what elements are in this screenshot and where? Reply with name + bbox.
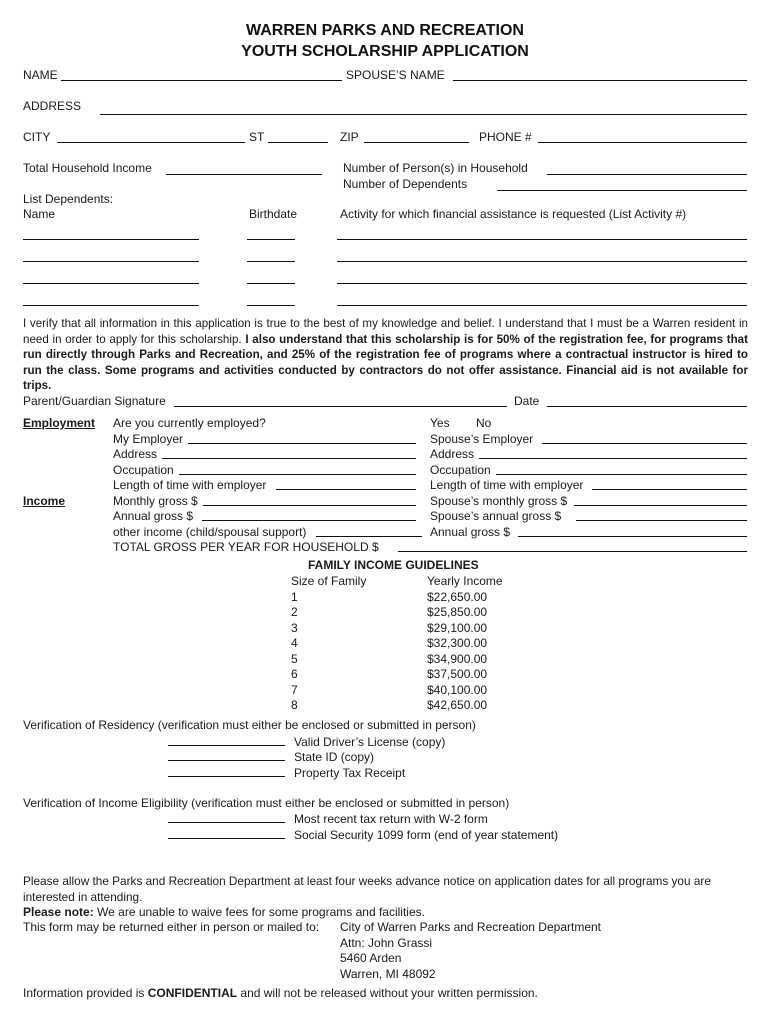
dependent-activity-field[interactable] bbox=[337, 261, 747, 262]
yearly-income: $25,850.00 bbox=[427, 605, 488, 619]
ss-1099-checkline[interactable] bbox=[168, 838, 285, 839]
spouse-monthly-gross-field[interactable] bbox=[574, 505, 747, 506]
mailing-address-line: Attn: John Grassi bbox=[340, 936, 433, 950]
property-tax-label: Property Tax Receipt bbox=[294, 766, 406, 780]
spouse-address-label: Address bbox=[430, 447, 475, 461]
drivers-license-label: Valid Driver’s License (copy) bbox=[294, 735, 446, 749]
dependent-birthdate-field[interactable] bbox=[247, 239, 295, 240]
signature-field[interactable] bbox=[174, 406, 507, 407]
employed-yes-option[interactable]: Yes bbox=[430, 416, 450, 430]
yearly-income: $32,300.00 bbox=[427, 636, 488, 650]
family-size: 1 bbox=[291, 590, 298, 604]
name-label: NAME bbox=[23, 68, 58, 82]
yearly-income-header: Yearly Income bbox=[427, 574, 503, 588]
other-income-field[interactable] bbox=[316, 536, 422, 537]
yearly-income: $22,650.00 bbox=[427, 590, 488, 604]
employed-no-option[interactable]: No bbox=[476, 416, 492, 430]
persons-field[interactable] bbox=[547, 174, 747, 175]
return-instructions: This form may be returned either in person or mailed to: bbox=[23, 920, 320, 934]
income-section-label: Income bbox=[23, 494, 66, 508]
birthdate-header: Birthdate bbox=[249, 207, 298, 221]
confidential-notice bbox=[23, 986, 538, 1000]
please-note-text: We are unable to waive fees for some programs and facilities. bbox=[93, 905, 425, 919]
mailing-address-line: Warren, MI 48092 bbox=[340, 967, 436, 981]
tax-return-checkline[interactable] bbox=[168, 822, 285, 823]
dependent-activity-field[interactable] bbox=[337, 283, 747, 284]
date-field[interactable] bbox=[547, 406, 747, 407]
ss-1099-label: Social Security 1099 form (end of year statement) bbox=[294, 828, 559, 842]
please-note bbox=[23, 905, 425, 919]
annual-gross-label: Annual gross $ bbox=[113, 509, 194, 523]
total-gross-field[interactable] bbox=[398, 551, 747, 552]
confidential-post: and will not be released without your written permission. bbox=[237, 986, 538, 1000]
dependent-birthdate-field[interactable] bbox=[247, 261, 295, 262]
guidelines-title: FAMILY INCOME GUIDELINES bbox=[308, 558, 479, 572]
state-id-label: State ID (copy) bbox=[294, 750, 375, 764]
property-tax-checkline[interactable] bbox=[168, 776, 285, 777]
spouse-occupation-label: Occupation bbox=[430, 463, 491, 477]
spouse-occupation-field[interactable] bbox=[496, 474, 747, 475]
dependent-birthdate-field[interactable] bbox=[247, 283, 295, 284]
spouse-name-label: SPOUSE’S NAME bbox=[346, 68, 445, 82]
income-eligibility-heading: Verification of Income Eligibility (verification must either be enclosed or submitted in person) bbox=[23, 796, 510, 810]
my-employer-label: My Employer bbox=[113, 432, 184, 446]
occupation-field[interactable] bbox=[179, 474, 416, 475]
household-income-label: Total Household Income bbox=[23, 161, 152, 175]
dependent-name-field[interactable] bbox=[23, 239, 199, 240]
yearly-income: $37,500.00 bbox=[427, 667, 488, 681]
persons-label: Number of Person(s) in Household bbox=[343, 161, 528, 175]
monthly-gross-label: Monthly gross $ bbox=[113, 494, 198, 508]
family-size: 4 bbox=[291, 636, 298, 650]
spouse-name-field[interactable] bbox=[453, 80, 747, 81]
spouse-annual-gross-label: Spouse’s annual gross $ bbox=[430, 509, 562, 523]
family-size: 7 bbox=[291, 683, 298, 697]
other-income-label: other income (child/spousal support) bbox=[113, 525, 307, 539]
residency-heading: Verification of Residency (verification must either be enclosed or submitted in person) bbox=[23, 718, 476, 732]
dependent-name-field[interactable] bbox=[23, 261, 199, 262]
signature-label: Parent/Guardian Signature bbox=[23, 394, 166, 408]
list-dependents-label: List Dependents: bbox=[23, 192, 114, 206]
annual-gross2-label: Annual gross $ bbox=[430, 525, 511, 539]
spouse-employer-field[interactable] bbox=[542, 443, 747, 444]
state-label: ST bbox=[249, 130, 265, 144]
spouse-length-employed-field[interactable] bbox=[592, 489, 747, 490]
address-label: ADDRESS bbox=[23, 99, 82, 113]
spouse-annual-gross-field[interactable] bbox=[576, 520, 747, 521]
activity-header: Activity for which financial assistance is requested (List Activity #) bbox=[340, 207, 687, 221]
spouse-address-field[interactable] bbox=[479, 458, 747, 459]
please-note-label: Please note: bbox=[23, 905, 94, 919]
phone-label: PHONE # bbox=[479, 130, 532, 144]
spouse-monthly-gross-label: Spouse’s monthly gross $ bbox=[430, 494, 568, 508]
annual-gross-field[interactable] bbox=[202, 520, 416, 521]
zip-label: ZIP bbox=[340, 130, 359, 144]
dependents-count-field[interactable] bbox=[497, 190, 747, 191]
total-gross-label: TOTAL GROSS PER YEAR FOR HOUSEHOLD $ bbox=[113, 540, 379, 554]
mailing-address-line: City of Warren Parks and Recreation Department bbox=[340, 920, 601, 934]
spouse-length-employed-label: Length of time with employer bbox=[430, 478, 584, 492]
employer-address-label: Address bbox=[113, 447, 158, 461]
family-size: 8 bbox=[291, 698, 298, 712]
yearly-income: $34,900.00 bbox=[427, 652, 488, 666]
name-field[interactable] bbox=[61, 80, 342, 81]
dependent-name-field[interactable] bbox=[23, 283, 199, 284]
family-size: 6 bbox=[291, 667, 298, 681]
verification-statement bbox=[23, 316, 748, 394]
length-employed-field[interactable] bbox=[276, 489, 416, 490]
yearly-income: $42,650.00 bbox=[427, 698, 488, 712]
dependent-activity-field[interactable] bbox=[337, 305, 747, 306]
dependent-name-header: Name bbox=[23, 207, 56, 221]
family-size: 3 bbox=[291, 621, 298, 635]
family-size: 2 bbox=[291, 605, 298, 619]
advance-notice: Please allow the Parks and Recreation Department at least four weeks advance notice on application dates for all programs you are interested in attending. bbox=[23, 874, 711, 904]
date-label: Date bbox=[514, 394, 540, 408]
form-title-line2: YOUTH SCHOLARSHIP APPLICATION bbox=[241, 43, 529, 60]
family-size-header: Size of Family bbox=[291, 574, 367, 588]
monthly-gross-field[interactable] bbox=[203, 505, 416, 506]
city-field[interactable] bbox=[57, 142, 245, 143]
employer-address-field[interactable] bbox=[162, 458, 416, 459]
zip-field[interactable] bbox=[364, 142, 469, 143]
yearly-income: $29,100.00 bbox=[427, 621, 488, 635]
confidential-pre: Information provided is bbox=[23, 986, 148, 1000]
length-employed-label: Length of time with employer bbox=[113, 478, 267, 492]
my-employer-field[interactable] bbox=[188, 443, 416, 444]
mailing-address-line: 5460 Arden bbox=[340, 951, 402, 965]
dependent-name-field[interactable] bbox=[23, 305, 199, 306]
dependents-count-label: Number of Dependents bbox=[343, 177, 468, 191]
state-id-checkline[interactable] bbox=[168, 760, 285, 761]
phone-field[interactable] bbox=[538, 142, 747, 143]
employment-section-label: Employment bbox=[23, 416, 96, 430]
form-title-line1: WARREN PARKS AND RECREATION bbox=[246, 22, 524, 39]
family-size: 5 bbox=[291, 652, 298, 666]
dependent-activity-field[interactable] bbox=[337, 239, 747, 240]
verification-bold-text: I also understand that this scholarship is for 50% of the registration fee, for programs that run directly through Parks and Recreation, and 25% of the registration fee of programs where a contractual instructor is hired to run the class. Some programs and activities conducted by contractors do not offer assistance. Financial aid is not available for trips. bbox=[23, 332, 748, 392]
employed-question: Are you currently employed? bbox=[113, 416, 266, 430]
verification-text: I verify that all information in this application is true to the best of my knowledge and belief. I understand that I must be a Warren resident in need in order to apply for this scholarship. bbox=[23, 317, 748, 346]
dependent-birthdate-field[interactable] bbox=[247, 305, 295, 306]
occupation-label: Occupation bbox=[113, 463, 174, 477]
state-field[interactable] bbox=[268, 142, 328, 143]
annual-gross2-field[interactable] bbox=[518, 536, 747, 537]
city-label: CITY bbox=[23, 130, 51, 144]
spouse-employer-label: Spouse’s Employer bbox=[430, 432, 534, 446]
yearly-income: $40,100.00 bbox=[427, 683, 488, 697]
tax-return-label: Most recent tax return with W-2 form bbox=[294, 812, 488, 826]
address-field[interactable] bbox=[100, 114, 747, 115]
household-income-field[interactable] bbox=[166, 174, 322, 175]
drivers-license-checkline[interactable] bbox=[168, 745, 285, 746]
confidential-word: CONFIDENTIAL bbox=[147, 986, 238, 1000]
